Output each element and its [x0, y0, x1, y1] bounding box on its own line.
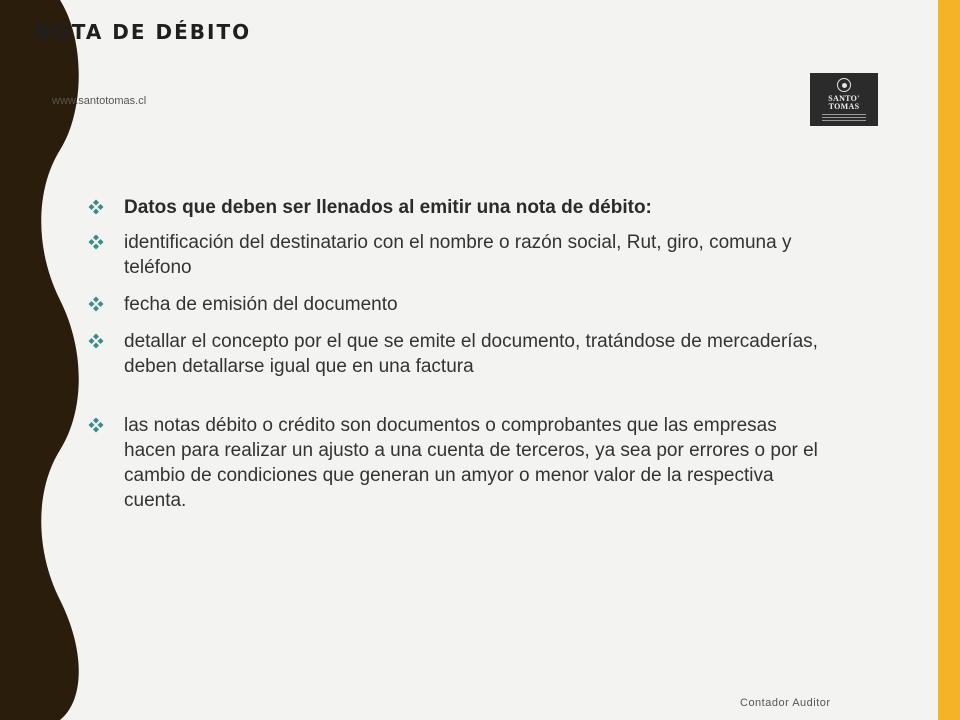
logo-crest-icon — [837, 78, 851, 92]
list-item — [88, 230, 828, 280]
diamond-bullet-icon — [88, 199, 104, 215]
list-item-text: identificación del destinatario con el nombre o razón social, Rut, giro, comuna y teléfono — [124, 232, 792, 278]
logo-brand: SANTO' TOMAS — [828, 94, 860, 111]
right-accent-bar — [938, 0, 960, 720]
list-item-text: detallar el concepto por el que se emite el documento, tratándose de mercaderías, deben detallarse igual que en una factura — [124, 331, 818, 377]
list-item — [88, 329, 828, 379]
list-item-text: las notas débito o crédito son documentos o comprobantes que las empresas hacen para realizar un ajusto a una cuenta de terceros, ya sea por errores o por el cambio de condiciones que generan un amyor o menor valor de la respectiva cuenta. — [124, 415, 818, 511]
logo-tagline-lines — [822, 114, 866, 123]
list-item — [88, 413, 828, 513]
left-wave-band — [0, 0, 90, 720]
diamond-bullet-icon — [88, 417, 104, 433]
footer-label: Contador Auditor — [740, 697, 831, 709]
diamond-bullet-icon — [88, 296, 104, 312]
santo-tomas-logo — [810, 73, 878, 126]
list-item-text: Datos que deben ser llenados al emitir una nota de débito: — [124, 197, 652, 218]
bullet-list — [88, 195, 828, 525]
slide-title: NOTA DE DÉBITO — [34, 20, 252, 44]
website-url: www.santotomas.cl — [52, 95, 147, 107]
list-item-text: fecha de emisión del documento — [124, 294, 398, 315]
diamond-bullet-icon — [88, 234, 104, 250]
list-item — [88, 292, 828, 317]
list-item — [88, 195, 828, 220]
diamond-bullet-icon — [88, 333, 104, 349]
